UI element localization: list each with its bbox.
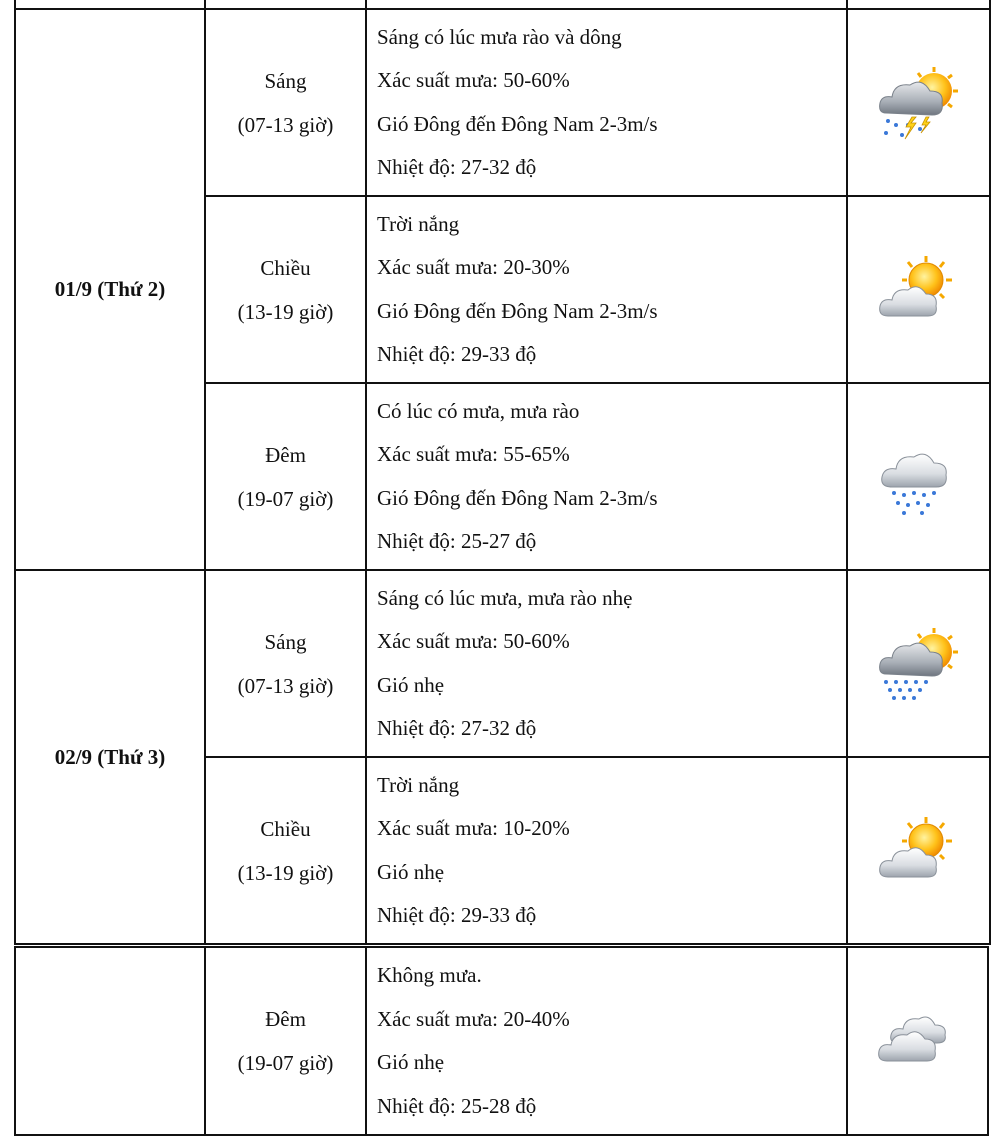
detail-cell xyxy=(366,196,847,383)
period-cell xyxy=(205,947,366,1135)
table-row xyxy=(15,570,990,757)
wind-info: Gió nhẹ xyxy=(377,672,445,697)
temperature: Nhiệt độ: 29-33 độ xyxy=(377,903,537,927)
period-name: Sáng xyxy=(264,68,307,93)
detail-cell xyxy=(366,383,847,570)
rain-probability: Xác suất mưa: 55-65% xyxy=(377,442,570,466)
period-name: Chiều xyxy=(260,816,311,841)
icon-cell xyxy=(847,947,988,1135)
period-hours: (13-19 giờ) xyxy=(237,299,334,324)
cloudy-icon xyxy=(873,1001,963,1081)
period-cell xyxy=(205,9,366,196)
weather-description: Có lúc có mưa, mưa rào xyxy=(377,398,580,423)
period-name: Đêm xyxy=(265,442,306,467)
table-row xyxy=(15,947,988,1135)
temperature: Nhiệt độ: 25-27 độ xyxy=(377,529,537,553)
temperature: Nhiệt độ: 25-28 độ xyxy=(377,1093,537,1118)
date-cell: 01/9 (Thứ 2) xyxy=(15,9,205,570)
wind-info: Gió nhẹ xyxy=(377,859,445,884)
wind-info: Gió nhẹ xyxy=(377,1050,445,1074)
icon-cell xyxy=(847,757,990,944)
detail-cell xyxy=(366,757,847,944)
weather-description: Không mưa. xyxy=(377,963,482,987)
forecast-table-continued xyxy=(14,946,989,1136)
weather-description: Trời nắng xyxy=(377,211,460,236)
rain-probability: Xác suất mưa: 50-60% xyxy=(377,629,570,653)
period-cell xyxy=(205,570,366,757)
rain-probability: Xác suất mưa: 50-60% xyxy=(377,68,570,92)
date-cell xyxy=(15,947,205,1135)
wind-info: Gió Đông đến Đông Nam 2-3m/s xyxy=(377,111,658,136)
date-cell: 02/9 (Thứ 3) xyxy=(15,570,205,944)
forecast-table xyxy=(14,0,991,945)
wind-info: Gió Đông đến Đông Nam 2-3m/s xyxy=(377,298,658,323)
period-hours: (07-13 giờ) xyxy=(237,112,334,137)
rain-sun-icon xyxy=(874,624,964,704)
period-name: Sáng xyxy=(264,629,307,654)
weather-description: Sáng có lúc mưa, mưa rào nhẹ xyxy=(377,585,633,610)
sun-cloud-icon xyxy=(874,811,964,891)
period-hours: (07-13 giờ) xyxy=(237,673,334,698)
detail-cell xyxy=(366,9,847,196)
table-top-row xyxy=(15,0,990,9)
rain-probability: Xác suất mưa: 10-20% xyxy=(377,816,570,840)
temperature: Nhiệt độ: 29-33 độ xyxy=(377,342,537,366)
period-cell xyxy=(205,383,366,570)
period-hours: (13-19 giờ) xyxy=(237,860,334,885)
sun-cloud-icon xyxy=(874,250,964,330)
icon-cell xyxy=(847,570,990,757)
wind-info: Gió Đông đến Đông Nam 2-3m/s xyxy=(377,485,658,510)
rain-cloud-icon xyxy=(874,437,964,517)
period-hours: (19-07 giờ) xyxy=(237,1051,334,1075)
temperature: Nhiệt độ: 27-32 độ xyxy=(377,716,537,740)
icon-cell xyxy=(847,383,990,570)
detail-cell xyxy=(366,947,847,1135)
period-cell xyxy=(205,196,366,383)
period-cell xyxy=(205,757,366,944)
rain-probability: Xác suất mưa: 20-30% xyxy=(377,255,570,279)
period-name: Đêm xyxy=(265,1007,306,1031)
thunderstorm-sun-icon xyxy=(874,63,964,143)
temperature: Nhiệt độ: 27-32 độ xyxy=(377,155,537,179)
weather-description: Trời nắng xyxy=(377,772,460,797)
detail-cell xyxy=(366,570,847,757)
rain-probability: Xác suất mưa: 20-40% xyxy=(377,1006,570,1031)
icon-cell xyxy=(847,9,990,196)
period-hours: (19-07 giờ) xyxy=(237,486,334,511)
table-row xyxy=(15,9,990,196)
period-name: Chiều xyxy=(260,255,311,280)
icon-cell xyxy=(847,196,990,383)
weather-description: Sáng có lúc mưa rào và dông xyxy=(377,24,622,49)
